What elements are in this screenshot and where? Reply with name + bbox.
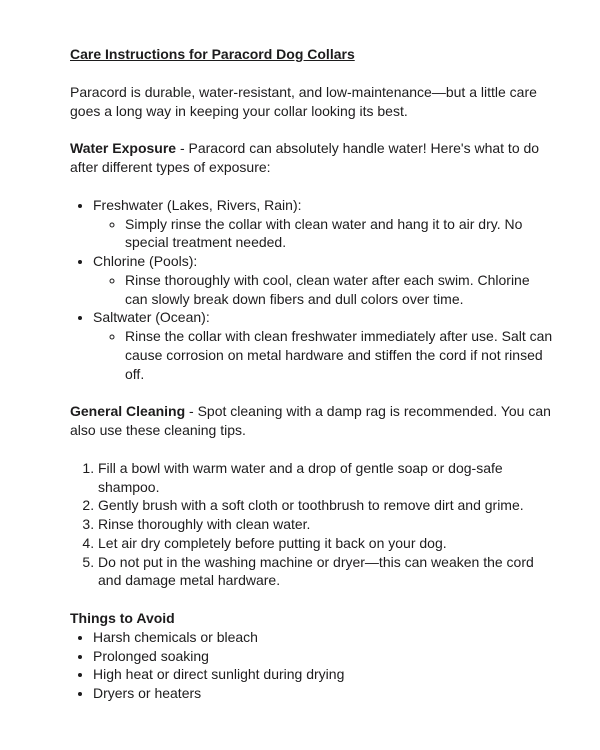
cleaning-step: 2. Gently brush with a soft cloth or toothbrush to remove dirt and grime. — [98, 496, 554, 515]
list-item-label: Saltwater (Ocean): — [93, 309, 210, 326]
things-to-avoid-list — [70, 628, 554, 703]
intro-paragraph: Paracord is durable, water-resistant, and low-maintenance—but a little care goes a long way in keeping your collar looking its best. — [70, 83, 537, 119]
things-to-avoid-heading: Things to Avoid — [70, 610, 175, 626]
general-cleaning-lead: - Spot cleaning with a damp rag is recommended. You can also use these cleaning tips. — [70, 403, 551, 438]
list-item-label: Freshwater (Lakes, Rivers, Rain): — [93, 196, 302, 213]
things-to-avoid-paragraph — [70, 609, 554, 628]
sub-list — [93, 327, 554, 383]
cleaning-steps-list — [70, 459, 554, 590]
sub-list — [93, 215, 554, 253]
cleaning-step: 4. Let air dry completely before putting it back on your dog. — [98, 534, 554, 553]
cleaning-step: 3. Rinse thoroughly with clean water. — [98, 515, 554, 534]
general-cleaning-paragraph — [70, 402, 554, 440]
general-cleaning-heading: General Cleaning — [70, 403, 186, 420]
sub-list — [93, 271, 554, 309]
list-item-detail: ◦ Rinse the collar with clean freshwater immediately after use. Salt can cause corrosion on metal hardware and stiffen the cord if not rinsed off. — [125, 327, 554, 383]
list-item-chlorine — [93, 252, 554, 308]
water-exposure-paragraph — [70, 139, 554, 177]
water-exposure-lead: - Paracord can absolutely handle water! Here's what to do after different types of exposure: — [70, 140, 540, 175]
avoid-item: • High heat or direct sunlight during drying — [93, 665, 554, 684]
cleaning-step: 1. Fill a bowl with warm water and a drop of gentle soap or dog-safe shampoo. — [98, 459, 554, 497]
avoid-item: • Prolonged soaking — [93, 647, 554, 666]
avoid-item: • Dryers or heaters — [93, 684, 554, 703]
list-item-saltwater — [93, 308, 554, 383]
avoid-item: • Harsh chemicals or bleach — [93, 628, 554, 647]
water-exposure-list — [70, 196, 554, 384]
list-item-detail: ◦ Rinse thoroughly with cool, clean water after each swim. Chlorine can slowly break down fibers and dull colors over time. — [125, 271, 554, 309]
document-title: Care Instructions for Paracord Dog Collars — [70, 46, 355, 62]
water-exposure-heading: Water Exposure — [70, 140, 177, 157]
list-item-freshwater — [93, 196, 554, 252]
list-item-detail: ◦ Simply rinse the collar with clean water and hang it to air dry. No special treatment needed. — [125, 215, 554, 253]
list-item-label: Chlorine (Pools): — [93, 253, 198, 269]
cleaning-step: 5. Do not put in the washing machine or dryer—this can weaken the cord and damage metal hardware. — [98, 553, 554, 591]
